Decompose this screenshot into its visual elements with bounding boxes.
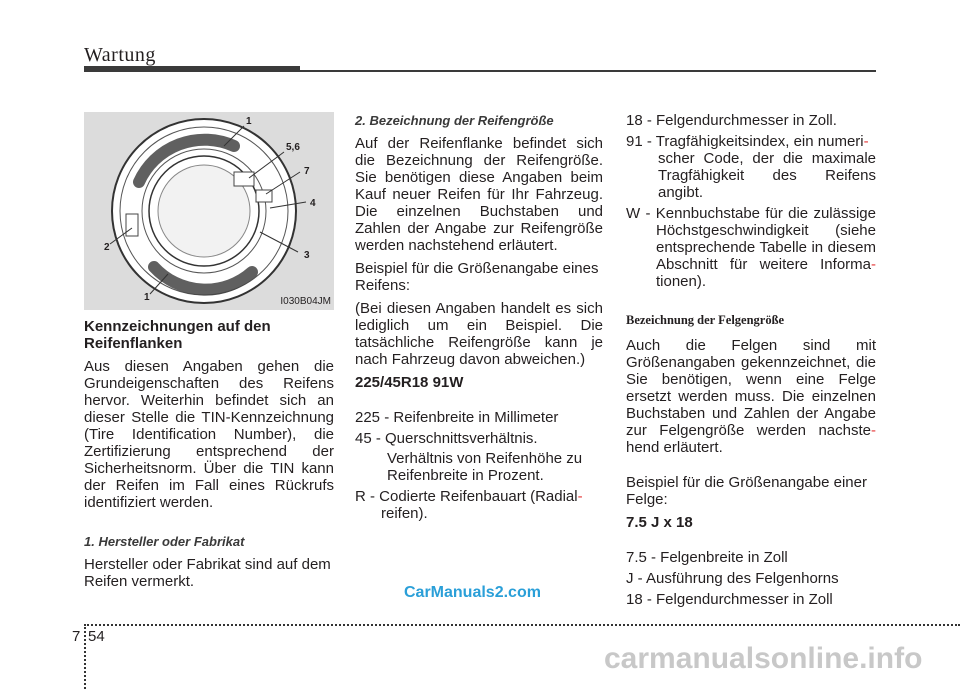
tire-size-line-w-end: tionen). xyxy=(656,273,707,290)
tire-size-line-45: 45 - Querschnittsverhältnis. xyxy=(355,430,538,447)
sidewall-heading: Kennzeichnungen auf den Reifenflanken xyxy=(84,318,271,352)
hyphen-mark: - xyxy=(863,133,869,150)
callout-7: 7 xyxy=(304,166,310,177)
subheading-manufacturer: 1. Hersteller oder Fabrikat xyxy=(84,534,245,549)
tire-size-line-91 xyxy=(626,133,876,150)
tire-sidewall-figure xyxy=(84,112,334,310)
tire-size-paragraph: Auf der Reifenflanke befindet sich die Bezeichnung der Reifengröße. Sie benötigen diese Angaben beim Kauf neuer Reifen für Ihr Fahrzeug. Die einzelnen Buchstaben und Zahlen der Angabe zur Reifengröße werden nachstehend erläutert. xyxy=(355,135,603,254)
rim-size-example-intro: Beispiel für die Größenangabe einer Felge: xyxy=(626,474,867,508)
watermark-carmanualsonline: carmanualsonline.info xyxy=(604,642,923,675)
page-number: 54 xyxy=(88,628,105,645)
header-rule-thick xyxy=(84,66,300,72)
tire-size-line-45-desc: Verhältnis von Reifenhöhe zu Reifenbreite in Prozent. xyxy=(387,450,583,484)
rim-size-line-18: 18 - Felgendurchmesser in Zoll xyxy=(626,591,833,608)
hyphen-mark: - xyxy=(871,422,876,439)
manufacturer-text: Hersteller oder Fabrikat sind auf dem Reifen vermerkt. xyxy=(84,556,331,590)
rim-size-paragraph-end: hend erläutert. xyxy=(626,439,723,456)
tire-size-disclaimer: (Bei diesen Angaben handelt es sich lediglich um ein Beispiel. Die tatsächliche Reifengröße kann je nach Fahrzeug davon abweichen.) xyxy=(355,300,603,368)
callout-2: 2 xyxy=(104,242,110,253)
hyphen-mark: - xyxy=(871,256,876,273)
column-3 xyxy=(626,112,876,608)
callout-1-top: 1 xyxy=(246,116,252,127)
chapter-number: 7 xyxy=(72,628,81,645)
subheading-tire-size: 2. Bezeichnung der Reifengröße xyxy=(355,113,554,128)
tire-size-line-18: 18 - Felgendurchmesser in Zoll. xyxy=(626,112,837,129)
hyphen-mark: - xyxy=(577,488,583,505)
sidewall-paragraph: Aus diesen Angaben gehen die Grundeigenschaften des Reifens hervor. Weiterhin befindet sich an dieser Stelle die TIN-Kennzeichnung (Tire Identification Number), die Zertifizierung entsprechend der Sicherheitsnorm. Über die TIN kann der Reifen im Fall eines Rückrufs identifiziert werden. xyxy=(84,358,334,511)
footer-vertical-rule xyxy=(84,624,86,689)
tire-size-line-225: 225 - Reifenbreite in Millimeter xyxy=(355,409,559,426)
column-2 xyxy=(355,112,603,522)
tire-size-line-91-text: 91 - Tragfähigkeitsindex, ein numeri xyxy=(626,133,864,150)
tire-size-line-w xyxy=(626,205,876,290)
tire-size-example-intro: Beispiel für die Größenangabe eines Reifens: xyxy=(355,260,599,294)
rim-size-line-j: J - Ausführung des Felgenhorns xyxy=(626,570,839,587)
callout-5-6: 5,6 xyxy=(286,142,300,153)
header-rule-thin xyxy=(300,70,876,72)
rim-size-heading: Bezeichnung der Felgengröße xyxy=(626,313,785,327)
watermark-carmanuals2: CarManuals2.com xyxy=(404,584,541,601)
callout-4: 4 xyxy=(310,198,316,209)
callout-1-bottom: 1 xyxy=(144,292,150,303)
tire-size-line-r-cont: reifen). xyxy=(381,505,428,522)
section-title: Wartung xyxy=(84,44,156,66)
tire-size-line-r-text: R - Codierte Reifenbauart (Radial xyxy=(355,488,578,505)
rim-size-line-75: 7.5 - Felgenbreite in Zoll xyxy=(626,549,788,566)
figure-code: I030B04JM xyxy=(280,296,331,307)
tire-size-line-r xyxy=(355,488,603,505)
footer-rule xyxy=(84,624,960,626)
tire-size-example: 225/45R18 91W xyxy=(355,374,464,391)
rim-size-paragraph-text: Auch die Felgen sind mit Größenangaben gekennzeichnet, die Sie benötigen, wenn eine Felge ersetzt werden muss. Die einzelnen Buchstaben und Zahlen der Angabe zur Felgengröße werden nachste xyxy=(626,337,876,439)
rim-size-paragraph xyxy=(626,337,876,456)
tire-size-line-w-text: W - Kennbuchstabe für die zulässige Höchstgeschwindigkeit (siehe entsprechende Tabelle in diesem Abschnitt für weitere Informa xyxy=(626,205,876,273)
rim-size-example: 7.5 J x 18 xyxy=(626,514,693,531)
callout-3: 3 xyxy=(304,250,310,261)
column-1 xyxy=(84,318,334,590)
tire-size-line-91-cont: scher Code, der die maximale Tragfähigkeit des Reifens angibt. xyxy=(658,150,876,201)
